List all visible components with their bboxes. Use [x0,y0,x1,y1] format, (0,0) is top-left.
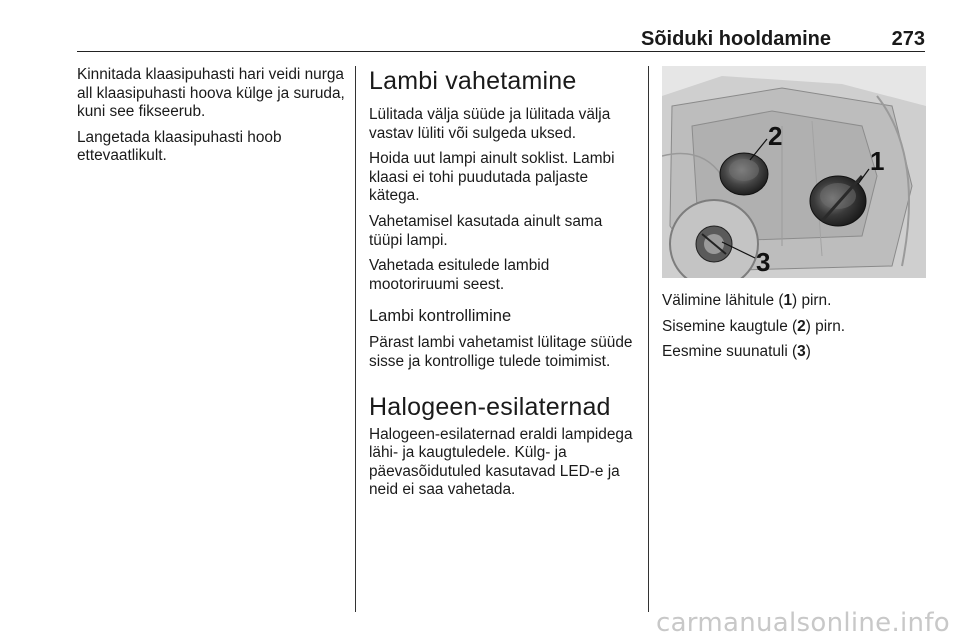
paragraph: Lülitada välja süüde ja lülitada välja vastav lüliti või sulgeda uksed. [369,106,611,142]
legend-text: ) pirn. [792,292,832,309]
watermark: carmanualsonline.info [655,608,950,638]
paragraph: Halogeen-esilaternad eraldi lampidega lähi- ja kaugtuledele. Külg- ja päevasõidutuled kasutavad LED-e ja neid ei saa vahetada. [369,425,633,499]
paragraph: Langetada klaasipuhasti hoob ettevaatlikult. [77,128,282,165]
legend-text: Välimine lähitule ( [662,292,784,309]
page-number: 273 [891,28,925,50]
paragraph: Vahetada esitulede lambid mootoriruumi seest. [369,257,550,293]
headlamp-drawing [662,66,926,278]
callout-3: 3 [756,247,771,277]
column-right [662,292,926,369]
page-header [77,26,925,52]
headlamp-illustration [662,66,926,278]
legend-number: 3 [797,343,806,361]
page-title: Sõiduki hooldamine [640,28,831,50]
column-middle [369,66,635,507]
callout-2: 2 [768,121,783,151]
paragraph: Kinnitada klaasipuhasti hari veidi nurga all klaasipuhasti hoova külge ja suruda, kuni see fikseerub. [77,66,345,121]
section-heading: Lambi vahetamine [369,67,577,95]
legend-number: 1 [783,292,793,309]
callout-1: 1 [870,146,885,176]
legend-text: Eesmine suunatuli ( [662,343,798,361]
paragraph: Pärast lambi vahetamist lülitage süüde sisse ja kontrollige tulede toimimist. [369,334,633,370]
legend-text: Sisemine kaugtule ( [662,317,798,335]
paragraph: Vahetamisel kasutada ainult sama tüüpi lampi. [369,212,603,249]
column-left [77,66,345,173]
column-divider [355,66,356,612]
legend-item [662,318,926,337]
section-heading: Halogeen-esilaternad [369,392,611,421]
header-divider [77,51,925,52]
subsection-heading: Lambi kontrollimine [369,307,512,326]
legend-item [662,292,926,311]
legend-item [662,343,926,362]
legend-text: ) [805,343,811,361]
legend-number: 2 [797,317,806,335]
column-divider [648,66,649,612]
legend-text: ) pirn. [805,317,846,335]
paragraph: Hoida uut lampi ainult soklist. Lambi klaasi ei tohi puudutada paljaste kätega. [369,150,615,205]
